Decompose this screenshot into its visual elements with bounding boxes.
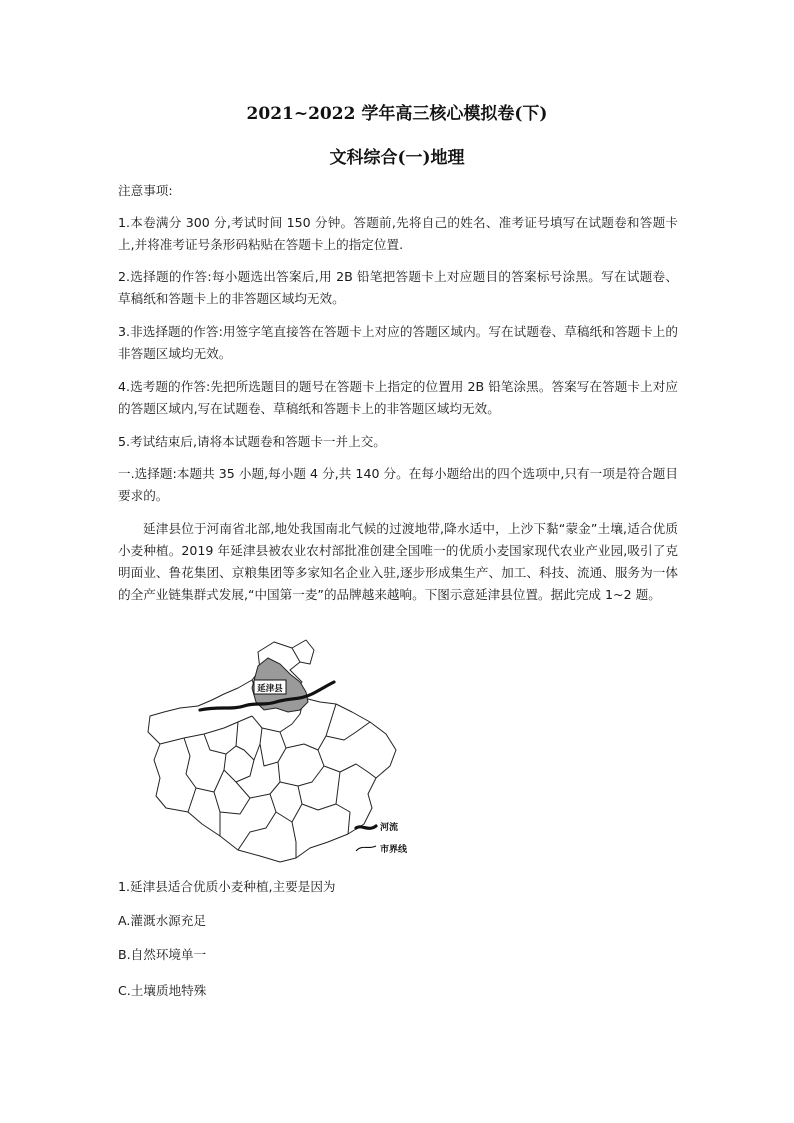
notes-heading: 注意事项:	[118, 183, 173, 198]
note-item-4: 4.选考题的作答:先把所选题目的题号在答题卡上指定的位置用 2B 铅笔涂黑。答案写在答题卡上对应的答题区域内,写在试题卷、草稿纸和答题卡上的非答题区域均无效。	[118, 379, 678, 416]
passage-text: 延津县位于河南省北部,地处我国南北气候的过渡地带,降水适中，上沙下黏“蒙金”土壤,适合优质小麦种植。2019 年延津县被农业农村部批准创建全国唯一的优质小麦国家现代农业产业园,吸引了克明面业、鲁花集团、京粮集团等多家知名企业入驻,逐步形成集生产、加工、科技、流通、服务为一体的全产业链集群式发展,“中国第一麦”的品牌越来越响。下图示意延津县位置。据此完成 1~2 题。	[118, 521, 678, 602]
county-label: 延津县	[257, 684, 283, 694]
question-1-option-b: B.自然环境单一	[118, 947, 207, 962]
location-map	[140, 636, 420, 868]
legend-river-icon	[356, 826, 376, 828]
note-item-3: 3.非选择题的作答:用签字笔直接答在答题卡上对应的答题区域内。写在试题卷、草稿纸和答题卡上的非答题区域均无效。	[118, 324, 678, 361]
question-1-stem: 1.延津县适合优质小麦种植,主要是因为	[118, 879, 336, 894]
question-1-option-a: A.灌溉水源充足	[118, 913, 206, 928]
note-item-5: 5.考试结束后,请将本试题卷和答题卡一并上交。	[118, 434, 386, 449]
question-1-option-c: C.土壤质地特殊	[118, 983, 207, 998]
legend-boundary-label: 市界线	[380, 845, 408, 855]
legend-river-label: 河流	[380, 823, 399, 833]
note-item-2: 2.选择题的作答:每小题选出答案后,用 2B 铅笔把答题卡上对应题目的答案标号涂黑。写在试题卷、草稿纸和答题卡上的非答题区域均无效。	[118, 269, 678, 306]
exam-subtitle: 文科综合(一)地理	[329, 148, 465, 168]
legend-boundary-icon	[356, 846, 376, 851]
note-item-1: 1.本卷满分 300 分,考试时间 150 分钟。答题前,先将自己的姓名、准考证号填写在试题卷和答题卡上,并将准考证号条形码粘贴在答题卡上的指定位置.	[118, 215, 678, 252]
map-legend	[356, 821, 408, 855]
exam-title: 2021~2022 学年高三核心模拟卷(下)	[246, 104, 548, 124]
section-heading: 一.选择题:本题共 35 小题,每小题 4 分,共 140 分。在每小题给出的四个选项中,只有一项是符合题目要求的。	[118, 466, 678, 503]
